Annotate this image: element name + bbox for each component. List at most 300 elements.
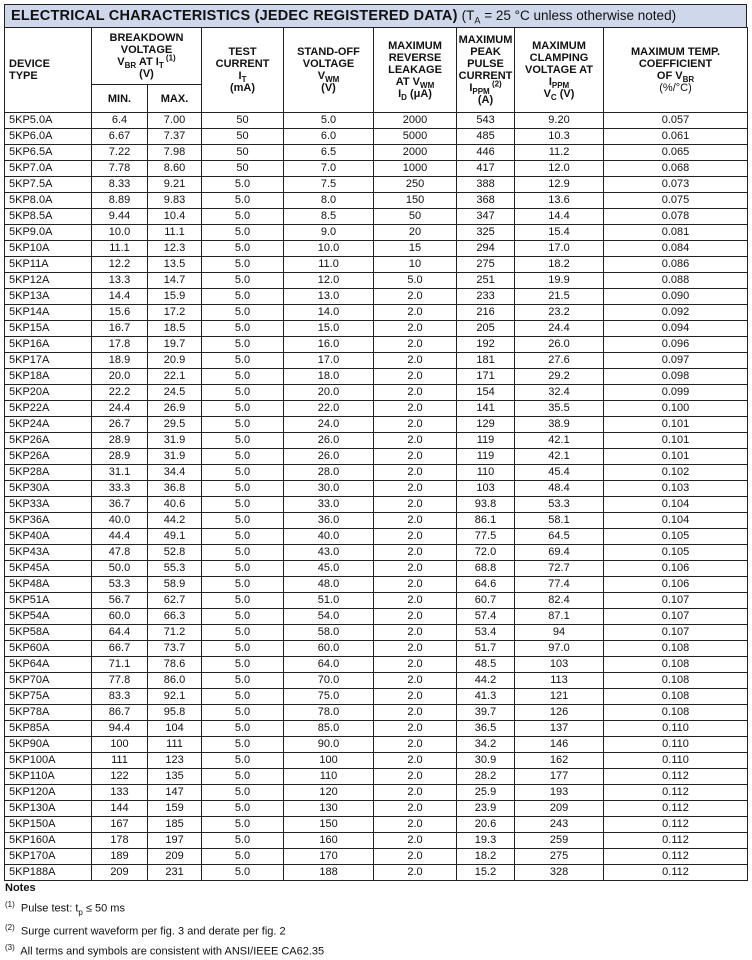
cell-vbr-min: 64.4 bbox=[92, 625, 148, 641]
table-row bbox=[5, 833, 748, 849]
table-row bbox=[5, 225, 748, 241]
cell-peak-pulse-current: 171 bbox=[457, 369, 515, 385]
cell-device-type: 5KP40A bbox=[5, 529, 92, 545]
cell-peak-pulse-current: 41.3 bbox=[457, 689, 515, 705]
cell-reverse-leakage: 250 bbox=[374, 177, 457, 193]
cell-device-type: 5KP45A bbox=[5, 561, 92, 577]
cell-clamping-voltage: 209 bbox=[515, 801, 604, 817]
cell-test-current: 5.0 bbox=[202, 817, 284, 833]
cell-peak-pulse-current: 19.3 bbox=[457, 833, 515, 849]
cell-device-type: 5KP6.0A bbox=[5, 129, 92, 145]
cell-reverse-leakage: 2.0 bbox=[374, 353, 457, 369]
cell-temp-coefficient: 0.090 bbox=[604, 289, 748, 305]
cell-standoff-voltage: 150 bbox=[284, 817, 374, 833]
cell-vbr-max: 31.9 bbox=[148, 433, 202, 449]
cell-temp-coefficient: 0.112 bbox=[604, 769, 748, 785]
cell-clamping-voltage: 24.4 bbox=[515, 321, 604, 337]
cell-clamping-voltage: 126 bbox=[515, 705, 604, 721]
cell-peak-pulse-current: 86.1 bbox=[457, 513, 515, 529]
cell-peak-pulse-current: 53.4 bbox=[457, 625, 515, 641]
cell-vbr-max: 12.3 bbox=[148, 241, 202, 257]
cell-temp-coefficient: 0.105 bbox=[604, 529, 748, 545]
cell-peak-pulse-current: 485 bbox=[457, 129, 515, 145]
cell-vbr-min: 28.9 bbox=[92, 449, 148, 465]
cell-vbr-min: 7.78 bbox=[92, 161, 148, 177]
cell-vbr-min: 94.4 bbox=[92, 721, 148, 737]
cell-temp-coefficient: 0.104 bbox=[604, 513, 748, 529]
table-row bbox=[5, 753, 748, 769]
cell-clamping-voltage: 103 bbox=[515, 657, 604, 673]
cell-vbr-min: 189 bbox=[92, 849, 148, 865]
cell-temp-coefficient: 0.094 bbox=[604, 321, 748, 337]
cell-device-type: 5KP36A bbox=[5, 513, 92, 529]
note-1: $^{(1)}$ Pulse test: $t_p \le 50$ ms bbox=[5, 899, 125, 917]
cell-reverse-leakage: 2.0 bbox=[374, 497, 457, 513]
cell-standoff-voltage: 16.0 bbox=[284, 337, 374, 353]
cell-device-type: 5KP10A bbox=[5, 241, 92, 257]
cell-clamping-voltage: 32.4 bbox=[515, 385, 604, 401]
cell-vbr-max: 18.5 bbox=[148, 321, 202, 337]
cell-vbr-min: 83.3 bbox=[92, 689, 148, 705]
cell-temp-coefficient: 0.098 bbox=[604, 369, 748, 385]
cell-standoff-voltage: 8.5 bbox=[284, 209, 374, 225]
cell-reverse-leakage: 2.0 bbox=[374, 657, 457, 673]
cell-peak-pulse-current: 34.2 bbox=[457, 737, 515, 753]
cell-reverse-leakage: 2.0 bbox=[374, 865, 457, 881]
header-max: MAX. bbox=[148, 85, 202, 113]
cell-test-current: 5.0 bbox=[202, 593, 284, 609]
cell-vbr-min: 144 bbox=[92, 801, 148, 817]
cell-vbr-min: 60.0 bbox=[92, 609, 148, 625]
cell-vbr-max: 71.2 bbox=[148, 625, 202, 641]
cell-clamping-voltage: 243 bbox=[515, 817, 604, 833]
cell-reverse-leakage: 2.0 bbox=[374, 721, 457, 737]
cell-device-type: 5KP8.5A bbox=[5, 209, 92, 225]
table-row bbox=[5, 449, 748, 465]
cell-vbr-min: 16.7 bbox=[92, 321, 148, 337]
table-row bbox=[5, 865, 748, 881]
cell-test-current: 5.0 bbox=[202, 241, 284, 257]
cell-reverse-leakage: 2.0 bbox=[374, 689, 457, 705]
cell-clamping-voltage: 82.4 bbox=[515, 593, 604, 609]
cell-vbr-min: 11.1 bbox=[92, 241, 148, 257]
cell-standoff-voltage: 36.0 bbox=[284, 513, 374, 529]
cell-vbr-max: 11.1 bbox=[148, 225, 202, 241]
cell-device-type: 5KP15A bbox=[5, 321, 92, 337]
cell-test-current: 5.0 bbox=[202, 385, 284, 401]
cell-vbr-max: 123 bbox=[148, 753, 202, 769]
cell-vbr-max: 9.83 bbox=[148, 193, 202, 209]
cell-reverse-leakage: 2.0 bbox=[374, 433, 457, 449]
table-row bbox=[5, 513, 748, 529]
cell-device-type: 5KP130A bbox=[5, 801, 92, 817]
cell-peak-pulse-current: 119 bbox=[457, 433, 515, 449]
cell-temp-coefficient: 0.100 bbox=[604, 401, 748, 417]
cell-device-type: 5KP26A bbox=[5, 433, 92, 449]
cell-vbr-min: 20.0 bbox=[92, 369, 148, 385]
table-row bbox=[5, 465, 748, 481]
cell-temp-coefficient: 0.106 bbox=[604, 577, 748, 593]
cell-temp-coefficient: 0.057 bbox=[604, 113, 748, 129]
cell-device-type: 5KP58A bbox=[5, 625, 92, 641]
table-row bbox=[5, 593, 748, 609]
cell-clamping-voltage: 10.3 bbox=[515, 129, 604, 145]
cell-vbr-min: 14.4 bbox=[92, 289, 148, 305]
cell-device-type: 5KP120A bbox=[5, 785, 92, 801]
cell-clamping-voltage: 113 bbox=[515, 673, 604, 689]
cell-temp-coefficient: 0.084 bbox=[604, 241, 748, 257]
cell-standoff-voltage: 170 bbox=[284, 849, 374, 865]
cell-clamping-voltage: 275 bbox=[515, 849, 604, 865]
cell-temp-coefficient: 0.097 bbox=[604, 353, 748, 369]
cell-peak-pulse-current: 325 bbox=[457, 225, 515, 241]
cell-temp-coefficient: 0.106 bbox=[604, 561, 748, 577]
cell-peak-pulse-current: 25.9 bbox=[457, 785, 515, 801]
cell-standoff-voltage: 26.0 bbox=[284, 433, 374, 449]
table-row bbox=[5, 417, 748, 433]
table-row bbox=[5, 209, 748, 225]
cell-test-current: 5.0 bbox=[202, 577, 284, 593]
cell-vbr-max: 159 bbox=[148, 801, 202, 817]
cell-device-type: 5KP70A bbox=[5, 673, 92, 689]
cell-reverse-leakage: 2.0 bbox=[374, 577, 457, 593]
cell-peak-pulse-current: 72.0 bbox=[457, 545, 515, 561]
table-row bbox=[5, 273, 748, 289]
cell-peak-pulse-current: 216 bbox=[457, 305, 515, 321]
cell-test-current: 5.0 bbox=[202, 449, 284, 465]
cell-device-type: 5KP16A bbox=[5, 337, 92, 353]
cell-device-type: 5KP48A bbox=[5, 577, 92, 593]
cell-vbr-min: 40.0 bbox=[92, 513, 148, 529]
table-row bbox=[5, 481, 748, 497]
cell-test-current: 5.0 bbox=[202, 321, 284, 337]
cell-clamping-voltage: 15.4 bbox=[515, 225, 604, 241]
cell-device-type: 5KP150A bbox=[5, 817, 92, 833]
cell-standoff-voltage: 6.0 bbox=[284, 129, 374, 145]
table-row bbox=[5, 545, 748, 561]
cell-standoff-voltage: 30.0 bbox=[284, 481, 374, 497]
cell-standoff-voltage: 9.0 bbox=[284, 225, 374, 241]
cell-standoff-voltage: 160 bbox=[284, 833, 374, 849]
cell-device-type: 5KP90A bbox=[5, 737, 92, 753]
cell-vbr-min: 24.4 bbox=[92, 401, 148, 417]
cell-clamping-voltage: 12.9 bbox=[515, 177, 604, 193]
cell-device-type: 5KP17A bbox=[5, 353, 92, 369]
cell-reverse-leakage: 2.0 bbox=[374, 641, 457, 657]
cell-temp-coefficient: 0.108 bbox=[604, 673, 748, 689]
cell-vbr-max: 14.7 bbox=[148, 273, 202, 289]
cell-device-type: 5KP11A bbox=[5, 257, 92, 273]
cell-peak-pulse-current: 417 bbox=[457, 161, 515, 177]
cell-vbr-max: 86.0 bbox=[148, 673, 202, 689]
cell-clamping-voltage: 177 bbox=[515, 769, 604, 785]
cell-standoff-voltage: 15.0 bbox=[284, 321, 374, 337]
cell-peak-pulse-current: 28.2 bbox=[457, 769, 515, 785]
cell-test-current: 5.0 bbox=[202, 785, 284, 801]
cell-peak-pulse-current: 30.9 bbox=[457, 753, 515, 769]
cell-device-type: 5KP13A bbox=[5, 289, 92, 305]
cell-vbr-max: 36.8 bbox=[148, 481, 202, 497]
cell-reverse-leakage: 2.0 bbox=[374, 609, 457, 625]
cell-temp-coefficient: 0.078 bbox=[604, 209, 748, 225]
cell-vbr-min: 56.7 bbox=[92, 593, 148, 609]
table-row bbox=[5, 177, 748, 193]
cell-test-current: 5.0 bbox=[202, 401, 284, 417]
cell-vbr-min: 100 bbox=[92, 737, 148, 753]
cell-peak-pulse-current: 23.9 bbox=[457, 801, 515, 817]
cell-test-current: 5.0 bbox=[202, 561, 284, 577]
notes-section bbox=[5, 881, 324, 960]
cell-standoff-voltage: 120 bbox=[284, 785, 374, 801]
cell-vbr-max: 95.8 bbox=[148, 705, 202, 721]
table-body bbox=[5, 113, 748, 881]
cell-peak-pulse-current: 251 bbox=[457, 273, 515, 289]
cell-standoff-voltage: 58.0 bbox=[284, 625, 374, 641]
cell-vbr-max: 78.6 bbox=[148, 657, 202, 673]
cell-temp-coefficient: 0.092 bbox=[604, 305, 748, 321]
cell-vbr-max: 66.3 bbox=[148, 609, 202, 625]
cell-peak-pulse-current: 36.5 bbox=[457, 721, 515, 737]
cell-temp-coefficient: 0.108 bbox=[604, 705, 748, 721]
cell-peak-pulse-current: 18.2 bbox=[457, 849, 515, 865]
cell-vbr-min: 33.3 bbox=[92, 481, 148, 497]
cell-vbr-max: 7.37 bbox=[148, 129, 202, 145]
cell-standoff-voltage: 60.0 bbox=[284, 641, 374, 657]
cell-device-type: 5KP14A bbox=[5, 305, 92, 321]
cell-device-type: 5KP85A bbox=[5, 721, 92, 737]
cell-vbr-min: 122 bbox=[92, 769, 148, 785]
cell-peak-pulse-current: 141 bbox=[457, 401, 515, 417]
table-row bbox=[5, 129, 748, 145]
cell-reverse-leakage: 20 bbox=[374, 225, 457, 241]
cell-device-type: 5KP54A bbox=[5, 609, 92, 625]
cell-test-current: 5.0 bbox=[202, 225, 284, 241]
cell-standoff-voltage: 100 bbox=[284, 753, 374, 769]
cell-vbr-min: 10.0 bbox=[92, 225, 148, 241]
cell-temp-coefficient: 0.112 bbox=[604, 817, 748, 833]
cell-peak-pulse-current: 233 bbox=[457, 289, 515, 305]
table-title-main: ELECTRICAL CHARACTERISTICS (JEDEC REGISTERED DATA) bbox=[11, 8, 458, 24]
table-row bbox=[5, 705, 748, 721]
table-row bbox=[5, 641, 748, 657]
cell-clamping-voltage: 9.20 bbox=[515, 113, 604, 129]
cell-reverse-leakage: 2.0 bbox=[374, 337, 457, 353]
cell-standoff-voltage: 20.0 bbox=[284, 385, 374, 401]
cell-test-current: 5.0 bbox=[202, 641, 284, 657]
cell-reverse-leakage: 2.0 bbox=[374, 369, 457, 385]
cell-reverse-leakage: 2.0 bbox=[374, 513, 457, 529]
table-row bbox=[5, 737, 748, 753]
cell-test-current: 5.0 bbox=[202, 465, 284, 481]
cell-vbr-max: 104 bbox=[148, 721, 202, 737]
cell-clamping-voltage: 12.0 bbox=[515, 161, 604, 177]
note-3: $^{(3)}$ All terms and symbols are consistent with ANSI/IEEE CA62.35 bbox=[5, 943, 325, 958]
cell-temp-coefficient: 0.101 bbox=[604, 417, 748, 433]
cell-clamping-voltage: 328 bbox=[515, 865, 604, 881]
table-row bbox=[5, 849, 748, 865]
cell-temp-coefficient: 0.103 bbox=[604, 481, 748, 497]
cell-peak-pulse-current: 57.4 bbox=[457, 609, 515, 625]
cell-vbr-max: 29.5 bbox=[148, 417, 202, 433]
table-row bbox=[5, 161, 748, 177]
header-test-current: TEST CURRENT $I_T$ (mA) bbox=[202, 28, 284, 113]
cell-reverse-leakage: 2.0 bbox=[374, 529, 457, 545]
cell-vbr-min: 167 bbox=[92, 817, 148, 833]
cell-test-current: 50 bbox=[202, 145, 284, 161]
cell-temp-coefficient: 0.075 bbox=[604, 193, 748, 209]
cell-temp-coefficient: 0.107 bbox=[604, 609, 748, 625]
cell-test-current: 5.0 bbox=[202, 673, 284, 689]
cell-vbr-min: 209 bbox=[92, 865, 148, 881]
cell-test-current: 5.0 bbox=[202, 209, 284, 225]
table-row bbox=[5, 497, 748, 513]
cell-clamping-voltage: 64.5 bbox=[515, 529, 604, 545]
cell-standoff-voltage: 90.0 bbox=[284, 737, 374, 753]
cell-standoff-voltage: 6.5 bbox=[284, 145, 374, 161]
cell-temp-coefficient: 0.112 bbox=[604, 833, 748, 849]
cell-clamping-voltage: 11.2 bbox=[515, 145, 604, 161]
table-row bbox=[5, 657, 748, 673]
cell-clamping-voltage: 19.9 bbox=[515, 273, 604, 289]
cell-test-current: 5.0 bbox=[202, 721, 284, 737]
table-row bbox=[5, 193, 748, 209]
cell-standoff-voltage: 7.5 bbox=[284, 177, 374, 193]
cell-reverse-leakage: 2.0 bbox=[374, 849, 457, 865]
cell-standoff-voltage: 10.0 bbox=[284, 241, 374, 257]
cell-device-type: 5KP110A bbox=[5, 769, 92, 785]
cell-vbr-max: 13.5 bbox=[148, 257, 202, 273]
cell-vbr-max: 7.98 bbox=[148, 145, 202, 161]
cell-device-type: 5KP7.5A bbox=[5, 177, 92, 193]
cell-clamping-voltage: 42.1 bbox=[515, 449, 604, 465]
cell-reverse-leakage: 1000 bbox=[374, 161, 457, 177]
cell-vbr-min: 8.89 bbox=[92, 193, 148, 209]
table-title-condition: ($T_A = 25$ °C unless otherwise noted) bbox=[461, 8, 677, 26]
cell-reverse-leakage: 15 bbox=[374, 241, 457, 257]
cell-vbr-max: 49.1 bbox=[148, 529, 202, 545]
cell-device-type: 5KP9.0A bbox=[5, 225, 92, 241]
cell-vbr-min: 66.7 bbox=[92, 641, 148, 657]
cell-clamping-voltage: 18.2 bbox=[515, 257, 604, 273]
cell-test-current: 5.0 bbox=[202, 273, 284, 289]
cell-peak-pulse-current: 181 bbox=[457, 353, 515, 369]
cell-test-current: 5.0 bbox=[202, 369, 284, 385]
cell-temp-coefficient: 0.110 bbox=[604, 753, 748, 769]
header-device-type: DEVICE TYPE bbox=[5, 28, 92, 113]
cell-temp-coefficient: 0.108 bbox=[604, 689, 748, 705]
cell-temp-coefficient: 0.105 bbox=[604, 545, 748, 561]
cell-test-current: 5.0 bbox=[202, 705, 284, 721]
cell-peak-pulse-current: 119 bbox=[457, 449, 515, 465]
cell-reverse-leakage: 5000 bbox=[374, 129, 457, 145]
cell-reverse-leakage: 2.0 bbox=[374, 833, 457, 849]
cell-standoff-voltage: 11.0 bbox=[284, 257, 374, 273]
cell-standoff-voltage: 24.0 bbox=[284, 417, 374, 433]
table-row bbox=[5, 561, 748, 577]
cell-vbr-min: 13.3 bbox=[92, 273, 148, 289]
table-row bbox=[5, 609, 748, 625]
cell-test-current: 5.0 bbox=[202, 353, 284, 369]
cell-clamping-voltage: 27.6 bbox=[515, 353, 604, 369]
cell-vbr-max: 44.2 bbox=[148, 513, 202, 529]
cell-vbr-min: 36.7 bbox=[92, 497, 148, 513]
cell-device-type: 5KP100A bbox=[5, 753, 92, 769]
cell-test-current: 5.0 bbox=[202, 545, 284, 561]
cell-reverse-leakage: 2.0 bbox=[374, 785, 457, 801]
cell-standoff-voltage: 14.0 bbox=[284, 305, 374, 321]
cell-peak-pulse-current: 64.6 bbox=[457, 577, 515, 593]
cell-peak-pulse-current: 154 bbox=[457, 385, 515, 401]
cell-test-current: 50 bbox=[202, 113, 284, 129]
cell-vbr-max: 34.4 bbox=[148, 465, 202, 481]
cell-standoff-voltage: 130 bbox=[284, 801, 374, 817]
cell-vbr-max: 73.7 bbox=[148, 641, 202, 657]
header-reverse-leakage: MAXIMUM REVERSE LEAKAGE AT $V_{WM}$ $I_D$ (μA) bbox=[374, 28, 457, 113]
cell-temp-coefficient: 0.102 bbox=[604, 465, 748, 481]
cell-temp-coefficient: 0.068 bbox=[604, 161, 748, 177]
cell-clamping-voltage: 259 bbox=[515, 833, 604, 849]
cell-reverse-leakage: 2.0 bbox=[374, 401, 457, 417]
cell-peak-pulse-current: 44.2 bbox=[457, 673, 515, 689]
cell-vbr-min: 18.9 bbox=[92, 353, 148, 369]
cell-test-current: 5.0 bbox=[202, 609, 284, 625]
cell-test-current: 5.0 bbox=[202, 849, 284, 865]
header-clamping-voltage: MAXIMUM CLAMPING VOLTAGE AT $I_{PPM}$ $V_C$ (V) bbox=[515, 28, 604, 113]
cell-temp-coefficient: 0.108 bbox=[604, 657, 748, 673]
cell-test-current: 50 bbox=[202, 129, 284, 145]
cell-standoff-voltage: 70.0 bbox=[284, 673, 374, 689]
cell-peak-pulse-current: 129 bbox=[457, 417, 515, 433]
cell-reverse-leakage: 2.0 bbox=[374, 801, 457, 817]
cell-test-current: 5.0 bbox=[202, 433, 284, 449]
cell-standoff-voltage: 40.0 bbox=[284, 529, 374, 545]
cell-vbr-min: 6.4 bbox=[92, 113, 148, 129]
cell-vbr-min: 22.2 bbox=[92, 385, 148, 401]
cell-reverse-leakage: 2.0 bbox=[374, 673, 457, 689]
table-row bbox=[5, 529, 748, 545]
cell-temp-coefficient: 0.099 bbox=[604, 385, 748, 401]
cell-clamping-voltage: 13.6 bbox=[515, 193, 604, 209]
cell-clamping-voltage: 35.5 bbox=[515, 401, 604, 417]
cell-device-type: 5KP6.5A bbox=[5, 145, 92, 161]
cell-test-current: 5.0 bbox=[202, 481, 284, 497]
table-row bbox=[5, 113, 748, 129]
cell-vbr-min: 111 bbox=[92, 753, 148, 769]
cell-temp-coefficient: 0.073 bbox=[604, 177, 748, 193]
table-row bbox=[5, 145, 748, 161]
cell-reverse-leakage: 5.0 bbox=[374, 273, 457, 289]
cell-test-current: 5.0 bbox=[202, 513, 284, 529]
cell-vbr-max: 231 bbox=[148, 865, 202, 881]
cell-reverse-leakage: 2.0 bbox=[374, 417, 457, 433]
cell-device-type: 5KP22A bbox=[5, 401, 92, 417]
cell-vbr-min: 26.7 bbox=[92, 417, 148, 433]
cell-test-current: 5.0 bbox=[202, 657, 284, 673]
cell-clamping-voltage: 72.7 bbox=[515, 561, 604, 577]
table-row bbox=[5, 337, 748, 353]
cell-standoff-voltage: 28.0 bbox=[284, 465, 374, 481]
table-row bbox=[5, 769, 748, 785]
cell-peak-pulse-current: 51.7 bbox=[457, 641, 515, 657]
cell-test-current: 5.0 bbox=[202, 337, 284, 353]
cell-peak-pulse-current: 60.7 bbox=[457, 593, 515, 609]
cell-standoff-voltage: 75.0 bbox=[284, 689, 374, 705]
cell-standoff-voltage: 43.0 bbox=[284, 545, 374, 561]
cell-reverse-leakage: 2.0 bbox=[374, 385, 457, 401]
cell-clamping-voltage: 94 bbox=[515, 625, 604, 641]
cell-peak-pulse-current: 205 bbox=[457, 321, 515, 337]
table-row bbox=[5, 433, 748, 449]
